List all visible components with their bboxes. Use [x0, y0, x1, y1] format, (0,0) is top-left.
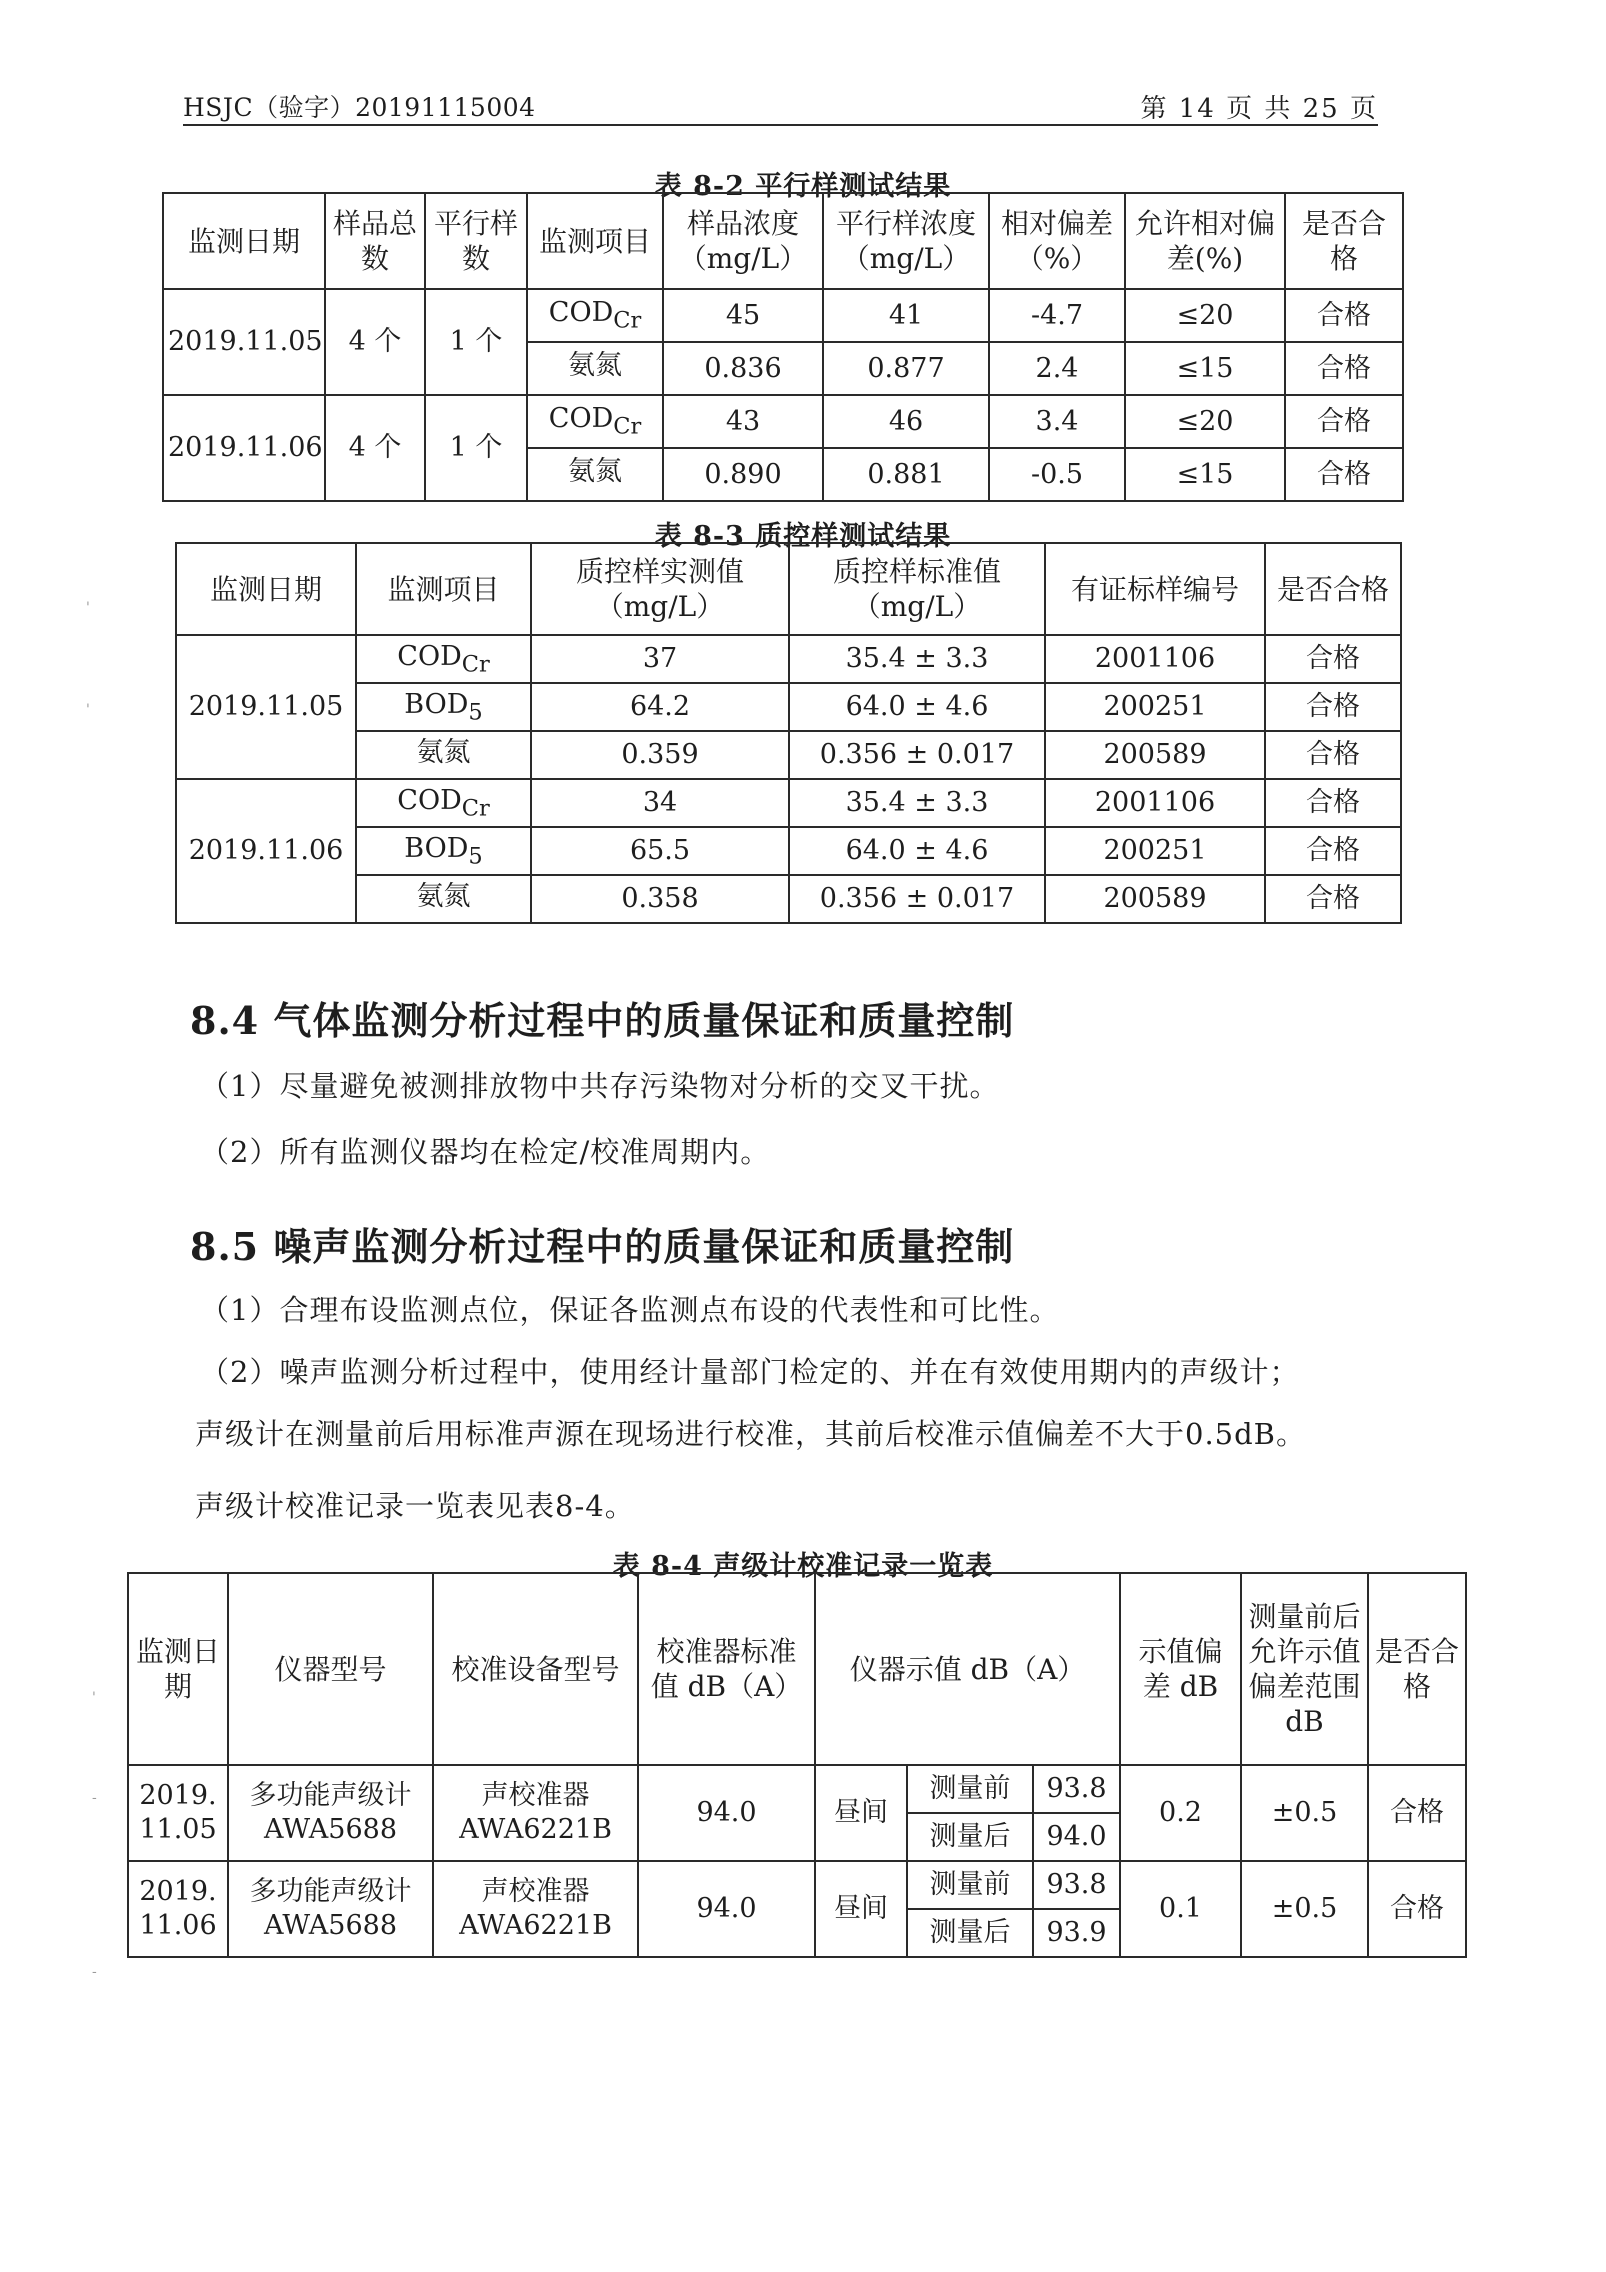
deviation-cell: 0.2: [1120, 1765, 1241, 1861]
table-8-3: [175, 542, 1402, 924]
table-row: [128, 1861, 1466, 1909]
date-day: 11.05: [139, 1814, 217, 1845]
col-header: 允许相对偏差(%): [1125, 193, 1285, 289]
cert-cell: 200251: [1045, 683, 1265, 731]
col-header: 监测项目: [527, 193, 663, 289]
period-cell: 昼间: [815, 1765, 907, 1861]
after-label-cell: 测量后: [907, 1813, 1033, 1861]
scan-mark: ': [92, 1690, 96, 1706]
before-label-cell: 测量前: [907, 1765, 1033, 1813]
date-cell: 2019.11.05: [176, 635, 356, 779]
section-8-5-item: （2）噪声监测分析过程中，使用经计量部门检定的、并在有效使用期内的声级计；: [200, 1355, 1300, 1389]
table-row: [128, 1765, 1466, 1813]
instrument-name: 多功能声级计: [249, 1780, 412, 1812]
col-header: 监测日期: [163, 193, 325, 289]
table-8-4-caption: 表 8-4 声级计校准记录一览表: [612, 1551, 994, 1582]
table-row: [176, 635, 1401, 683]
date-day: 11.06: [139, 1910, 217, 1941]
before-value-cell: 93.8: [1033, 1861, 1120, 1909]
pass-cell: 合格: [1265, 827, 1401, 875]
date-year: 2019.: [139, 1876, 217, 1908]
item-name: 氨氮: [568, 456, 622, 488]
pass-cell: 合格: [1285, 448, 1403, 501]
sample-cell: 0.836: [663, 342, 823, 395]
pass-cell: 合格: [1265, 683, 1401, 731]
rel-dev-cell: -0.5: [989, 448, 1125, 501]
item-cell: [356, 683, 531, 731]
col-header: 是否合格: [1285, 193, 1403, 289]
item-cell: [356, 827, 531, 875]
after-value-cell: 93.9: [1033, 1909, 1120, 1957]
instrument-cell: [228, 1861, 433, 1957]
item-subscript: 5: [468, 699, 483, 726]
item-cell: [527, 289, 663, 342]
item-cell: [356, 875, 531, 923]
col-header: 有证标样编号: [1045, 543, 1265, 635]
item-cell: [527, 342, 663, 395]
col-header: 相对偏差（%）: [989, 193, 1125, 289]
date-cell: 2019.11.06: [163, 395, 325, 501]
item-cell: [356, 635, 531, 683]
section-8-5-item: 声级计在测量前后用标准声源在现场进行校准，其前后校准示值偏差不大于0.5dB。: [195, 1417, 1306, 1451]
total-cell: 4 个: [325, 289, 425, 395]
std-value-cell: 94.0: [638, 1861, 815, 1957]
report-number: HSJC（验字）20191115004: [183, 93, 536, 122]
table-8-2: [162, 192, 1404, 502]
item-name: 氨氮: [568, 350, 622, 382]
col-header: 是否合格: [1265, 543, 1401, 635]
col-header: 样品总数: [325, 193, 425, 289]
standard-cell: 35.4 ± 3.3: [789, 635, 1045, 683]
section-8-5-title: 8.5 噪声监测分析过程中的质量保证和质量控制: [190, 1224, 1015, 1269]
sample-cell: 45: [663, 289, 823, 342]
item-name: 氨氮: [416, 880, 471, 912]
measured-cell: 37: [531, 635, 789, 683]
section-8-4-title: 8.4 气体监测分析过程中的质量保证和质量控制: [190, 998, 1015, 1043]
scan-mark: -: [92, 1964, 97, 1980]
col-header: 质控样标准值（mg/L）: [789, 543, 1045, 635]
rel-dev-cell: 3.4: [989, 395, 1125, 448]
parallel-conc-cell: 0.877: [823, 342, 989, 395]
item-name: BOD: [404, 688, 469, 720]
item-cell: [527, 395, 663, 448]
parallel-conc-cell: 0.881: [823, 448, 989, 501]
standard-cell: 35.4 ± 3.3: [789, 779, 1045, 827]
pass-cell: 合格: [1285, 395, 1403, 448]
calibrator-cell: [433, 1861, 638, 1957]
item-name: COD: [548, 403, 614, 435]
col-header: 监测项目: [356, 543, 531, 635]
measured-cell: 0.359: [531, 731, 789, 779]
range-cell: ±0.5: [1241, 1765, 1368, 1861]
item-cell: [356, 779, 531, 827]
col-header: 仪器型号: [228, 1573, 433, 1765]
measured-cell: 0.358: [531, 875, 789, 923]
instrument-cell: [228, 1765, 433, 1861]
col-header: 是否合格: [1368, 1573, 1466, 1765]
col-header: 监测日期: [128, 1573, 228, 1765]
section-8-5-item: 声级计校准记录一览表见表8-4。: [195, 1489, 635, 1523]
standard-cell: 0.356 ± 0.017: [789, 731, 1045, 779]
std-value-cell: 94.0: [638, 1765, 815, 1861]
allowed-cell: ≤20: [1125, 289, 1285, 342]
item-name: COD: [397, 640, 462, 672]
pass-cell: 合格: [1265, 635, 1401, 683]
table-row: [176, 827, 1401, 875]
page-header: [183, 88, 1378, 128]
col-header: 示值偏差 dB: [1120, 1573, 1241, 1765]
parallel-conc-cell: 46: [823, 395, 989, 448]
after-label-cell: 测量后: [907, 1909, 1033, 1957]
sample-cell: 0.890: [663, 448, 823, 501]
item-subscript: Cr: [461, 795, 490, 822]
item-subscript: Cr: [461, 651, 490, 678]
date-cell: [128, 1765, 228, 1861]
table-row: [176, 779, 1401, 827]
col-header: 监测日期: [176, 543, 356, 635]
item-subscript: Cr: [613, 413, 642, 440]
pass-cell: 合格: [1368, 1765, 1466, 1861]
range-cell: ±0.5: [1241, 1861, 1368, 1957]
col-header: 校准器标准值 dB（A）: [638, 1573, 815, 1765]
item-name: COD: [548, 297, 614, 329]
parallel-count-cell: 1 个: [425, 395, 527, 501]
date-year: 2019.: [139, 1780, 217, 1812]
date-cell: 2019.11.06: [176, 779, 356, 923]
period-cell: 昼间: [815, 1861, 907, 1957]
item-subscript: Cr: [613, 307, 642, 334]
measured-cell: 64.2: [531, 683, 789, 731]
instrument-name: 多功能声级计: [249, 1876, 412, 1908]
col-header: 平行样数: [425, 193, 527, 289]
cert-cell: 2001106: [1045, 779, 1265, 827]
parallel-conc-cell: 41: [823, 289, 989, 342]
sample-cell: 43: [663, 395, 823, 448]
before-label-cell: 测量前: [907, 1861, 1033, 1909]
table-8-2-caption: 表 8-2 平行样测试结果: [654, 171, 952, 202]
table-row: [176, 875, 1401, 923]
section-8-4-item: （1）尽量避免被测排放物中共存污染物对分析的交叉干扰。: [200, 1069, 1000, 1103]
measured-cell: 65.5: [531, 827, 789, 875]
table-row: [176, 683, 1401, 731]
measured-cell: 34: [531, 779, 789, 827]
table-8-3-caption: 表 8-3 质控样测试结果: [654, 521, 952, 552]
pass-cell: 合格: [1265, 875, 1401, 923]
col-header: 平行样浓度（mg/L）: [823, 193, 989, 289]
pass-cell: 合格: [1368, 1861, 1466, 1957]
standard-cell: 64.0 ± 4.6: [789, 683, 1045, 731]
page-number: 第 14 页 共 25 页: [1140, 94, 1378, 124]
allowed-cell: ≤20: [1125, 395, 1285, 448]
standard-cell: 64.0 ± 4.6: [789, 827, 1045, 875]
scan-mark: ': [86, 702, 90, 718]
before-value-cell: 93.8: [1033, 1765, 1120, 1813]
total-cell: 4 个: [325, 395, 425, 501]
item-cell: [527, 448, 663, 501]
allowed-cell: ≤15: [1125, 342, 1285, 395]
rel-dev-cell: 2.4: [989, 342, 1125, 395]
scan-mark: ': [86, 600, 90, 616]
table-header-row: [163, 193, 1403, 289]
scan-mark: -: [92, 1790, 97, 1806]
item-name: 氨氮: [416, 736, 471, 768]
date-cell: [128, 1861, 228, 1957]
instrument-model: AWA5688: [263, 1910, 398, 1941]
calibrator-name: 声校准器: [481, 1876, 590, 1908]
allowed-cell: ≤15: [1125, 448, 1285, 501]
table-row: [176, 731, 1401, 779]
col-header: 仪器示值 dB（A）: [815, 1573, 1120, 1765]
item-name: COD: [397, 784, 462, 816]
section-8-5-item: （1）合理布设监测点位，保证各监测点布设的代表性和可比性。: [200, 1293, 1060, 1327]
table-row: [163, 395, 1403, 448]
calibrator-model: AWA6221B: [459, 1814, 612, 1845]
item-cell: [356, 731, 531, 779]
cert-cell: 200589: [1045, 731, 1265, 779]
parallel-count-cell: 1 个: [425, 289, 527, 395]
calibrator-cell: [433, 1765, 638, 1861]
pass-cell: 合格: [1285, 289, 1403, 342]
pass-cell: 合格: [1265, 779, 1401, 827]
item-name: BOD: [404, 832, 469, 864]
table-8-4: [127, 1572, 1467, 1958]
cert-cell: 2001106: [1045, 635, 1265, 683]
rel-dev-cell: -4.7: [989, 289, 1125, 342]
header-divider: [183, 124, 1378, 126]
after-value-cell: 94.0: [1033, 1813, 1120, 1861]
standard-cell: 0.356 ± 0.017: [789, 875, 1045, 923]
pass-cell: 合格: [1265, 731, 1401, 779]
date-cell: 2019.11.05: [163, 289, 325, 395]
cert-cell: 200251: [1045, 827, 1265, 875]
col-header: 样品浓度（mg/L）: [663, 193, 823, 289]
calibrator-model: AWA6221B: [459, 1910, 612, 1941]
col-header: 测量前后允许示值偏差范围 dB: [1241, 1573, 1368, 1765]
pass-cell: 合格: [1285, 342, 1403, 395]
calibrator-name: 声校准器: [481, 1780, 590, 1812]
col-header: 质控样实测值（mg/L）: [531, 543, 789, 635]
table-header-row: [176, 543, 1401, 635]
table-header-row: [128, 1573, 1466, 1765]
instrument-model: AWA5688: [263, 1814, 398, 1845]
col-header: 校准设备型号: [433, 1573, 638, 1765]
cert-cell: 200589: [1045, 875, 1265, 923]
item-subscript: 5: [468, 843, 483, 870]
table-row: [163, 289, 1403, 342]
section-8-4-item: （2）所有监测仪器均在检定/校准周期内。: [200, 1135, 771, 1169]
deviation-cell: 0.1: [1120, 1861, 1241, 1957]
